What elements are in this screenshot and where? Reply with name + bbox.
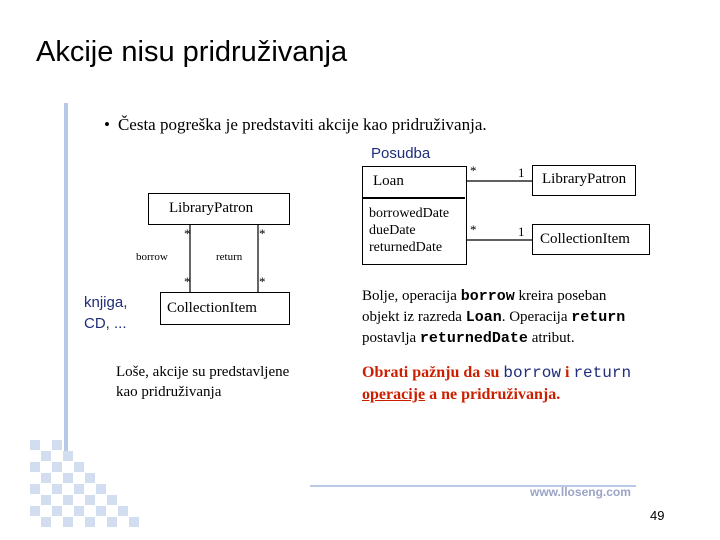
note-line-2 bbox=[362, 384, 631, 406]
side-label-line1: knjiga, bbox=[84, 294, 128, 311]
slide-title: Akcije nisu pridruživanja bbox=[36, 36, 348, 68]
better-line-1 bbox=[362, 286, 625, 307]
mult-one-bottom: 1 bbox=[518, 224, 525, 239]
association-class-title: Posudba bbox=[371, 145, 431, 162]
side-label-line2: CD, ... bbox=[84, 315, 127, 332]
loan-attr-borrowed-date: borrowedDate bbox=[369, 206, 450, 221]
bullet-dot-icon: • bbox=[104, 115, 110, 134]
mult-star-2: * bbox=[259, 226, 266, 241]
code-borrow: borrow bbox=[460, 288, 515, 305]
text-fragment: a ne pridruživanja. bbox=[425, 386, 561, 403]
footer-url: www.lloseng.com bbox=[530, 485, 631, 499]
text-fragment: atribut. bbox=[527, 330, 575, 346]
library-patron-target-label: LibraryPatron bbox=[542, 171, 627, 187]
assoc-return-label: return bbox=[216, 251, 243, 263]
underlined-word: operacije bbox=[362, 386, 426, 403]
collection-item-target-label: CollectionItem bbox=[540, 231, 630, 247]
text-fragment: Obrati pažnju da su bbox=[362, 364, 504, 381]
note-line-1 bbox=[362, 362, 631, 384]
text-fragment: objekt iz razreda bbox=[362, 309, 466, 325]
text-fragment: Bolje, operacija bbox=[362, 288, 461, 304]
code-borrow: borrow bbox=[503, 364, 561, 382]
left-caption-line2: kao pridruživanja bbox=[116, 384, 222, 400]
note-explanation bbox=[362, 362, 631, 406]
library-patron-label: LibraryPatron bbox=[169, 200, 254, 216]
code-loan: Loan bbox=[465, 309, 502, 326]
mult-star-3: * bbox=[184, 274, 191, 289]
bullet-text: Česta pogreška je predstaviti akcije kao pridruživanja. bbox=[117, 115, 487, 134]
code-returned-date: returnedDate bbox=[419, 330, 528, 347]
mult-many-bottom: * bbox=[470, 222, 477, 237]
text-fragment: kreira poseban bbox=[514, 288, 607, 304]
mult-star-1: * bbox=[184, 226, 191, 241]
mult-many-top: * bbox=[470, 163, 477, 178]
loan-attr-returned-date: returnedDate bbox=[369, 240, 443, 255]
better-explanation bbox=[362, 286, 625, 349]
code-return: return bbox=[571, 309, 626, 326]
code-return: return bbox=[573, 364, 632, 382]
mult-star-4: * bbox=[259, 274, 266, 289]
text-fragment: postavlja bbox=[362, 330, 420, 346]
text-fragment: i bbox=[560, 364, 574, 381]
page-number: 49 bbox=[650, 508, 665, 523]
loan-attr-due-date: dueDate bbox=[369, 223, 416, 238]
collection-item-label: CollectionItem bbox=[167, 300, 257, 316]
better-line-2 bbox=[362, 307, 625, 328]
text-fragment: . Operacija bbox=[501, 309, 572, 325]
better-line-3 bbox=[362, 328, 625, 349]
mult-one-top: 1 bbox=[518, 165, 525, 180]
left-caption-line1: Loše, akcije su predstavljene bbox=[116, 364, 290, 380]
assoc-borrow-label: borrow bbox=[136, 251, 168, 263]
loan-class-name: Loan bbox=[373, 173, 404, 189]
